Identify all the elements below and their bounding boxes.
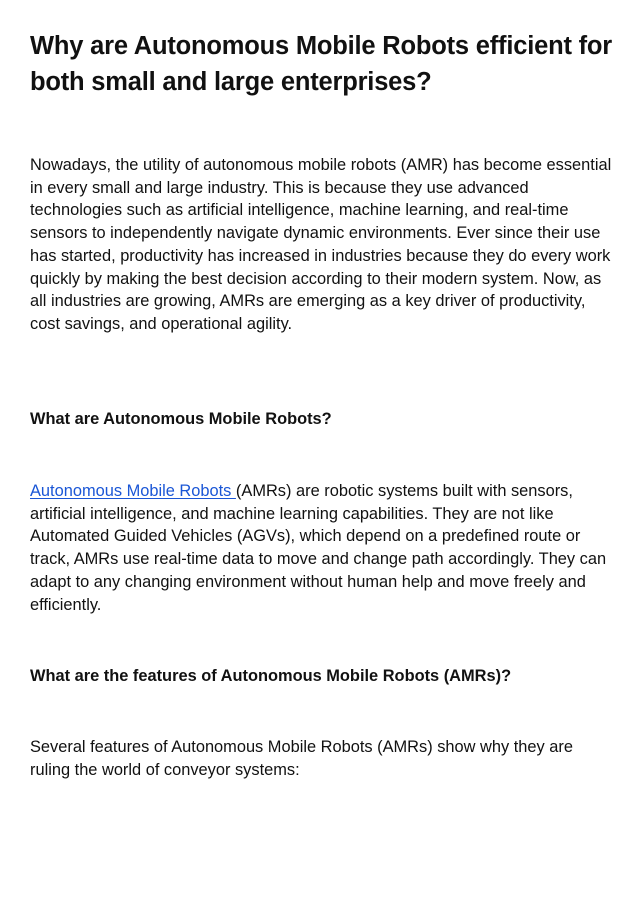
- amr-link[interactable]: Autonomous Mobile Robots: [30, 482, 236, 500]
- amr-definition-paragraph: [30, 480, 614, 616]
- intro-paragraph: Nowadays, the utility of autonomous mobile robots (AMR) has become essential in every small and large industry. This is because they use advanced technologies such as artificial intelligence, machine learning, and real-time sensors to independently navigate dynamic environments. Ever since their use has started, productivity has increased in industries because they do every work quickly by making the best decision according to their modern system. Now, as all industries are growing, AMRs are emerging as a key driver of productivity, cost savings, and operational agility.: [30, 156, 612, 333]
- features-intro-paragraph: Several features of Autonomous Mobile Robots (AMRs) show why they are ruling the world of conveyor systems:: [30, 738, 573, 779]
- section-heading-amr-features: What are the features of Autonomous Mobile Robots (AMRs)?: [30, 667, 512, 685]
- page-title: Why are Autonomous Mobile Robots efficient for both small and large enterprises?: [30, 32, 613, 96]
- section-heading-what-are-amrs: What are Autonomous Mobile Robots?: [30, 410, 332, 428]
- amr-definition-text: (AMRs) are robotic systems built with sensors, artificial intelligence, and machine learning capabilities. They are not like Automated Guided Vehicles (AGVs), which depend on a predefined route or track, AMRs use real-time data to move and change path accordingly. They can adapt to any changing environment without human help and move freely and efficiently.: [30, 482, 607, 614]
